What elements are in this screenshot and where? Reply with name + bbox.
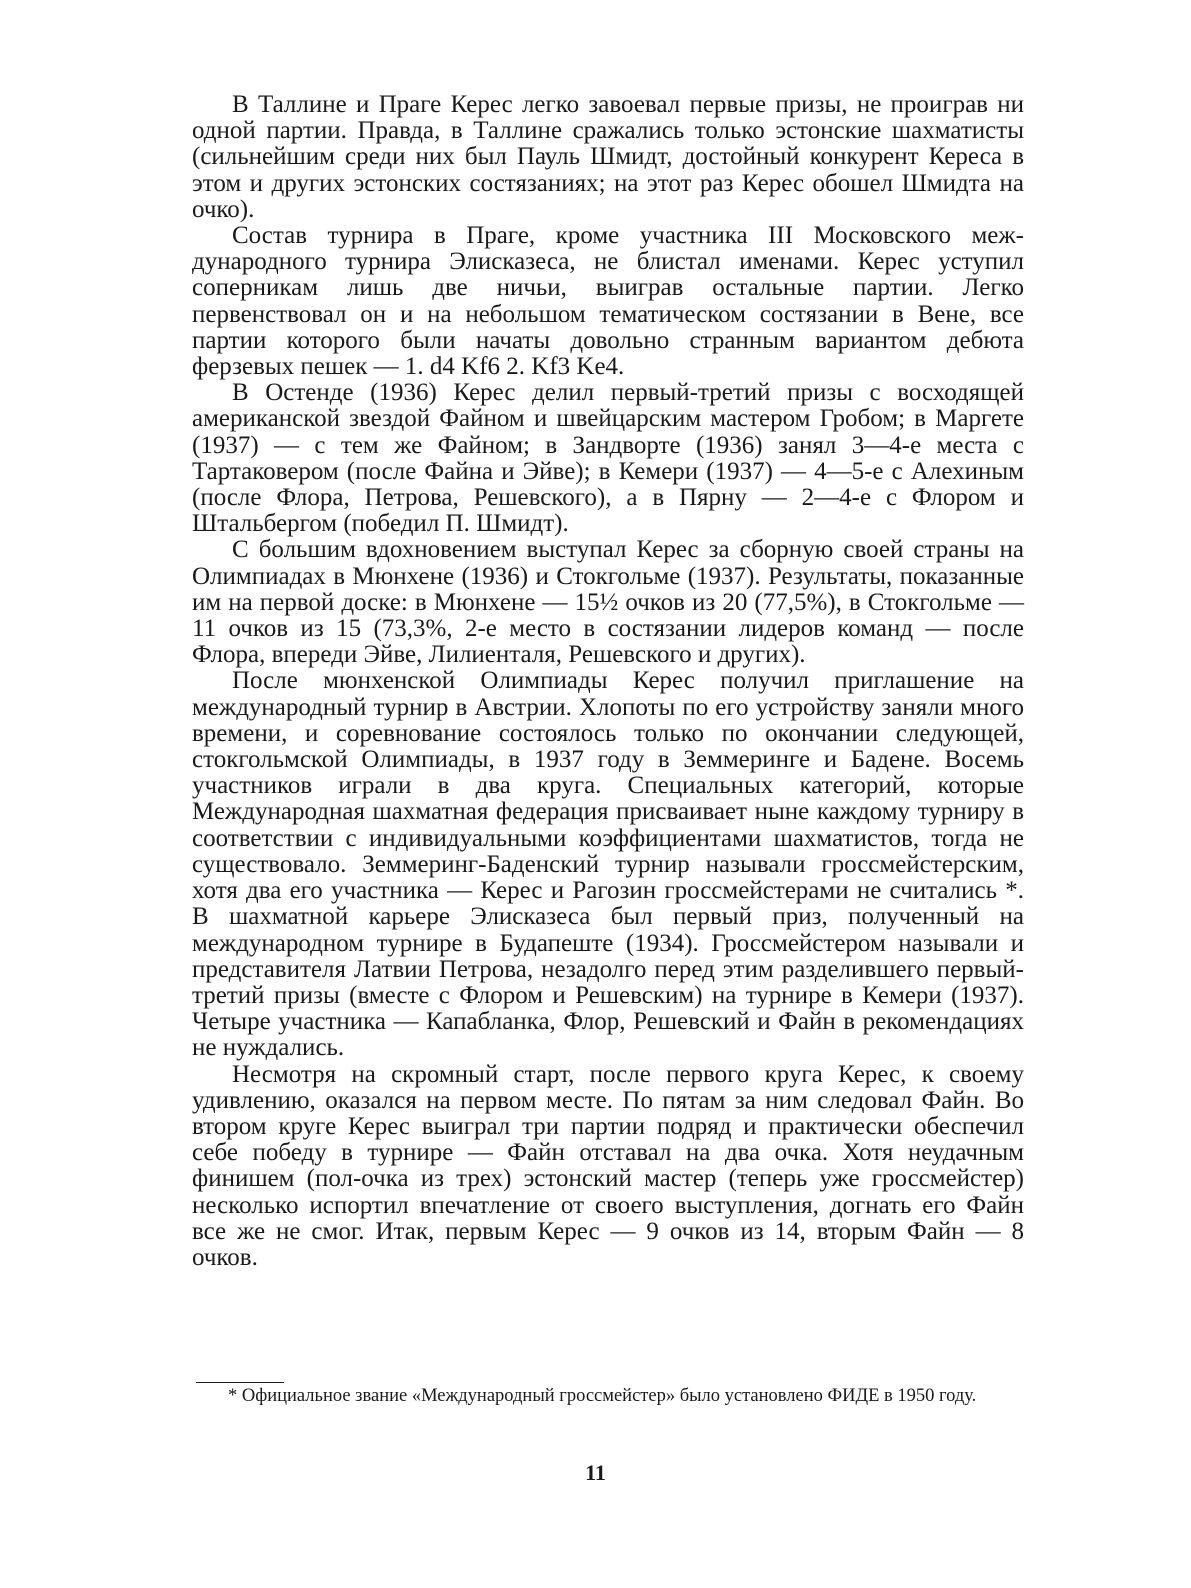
paragraph-5: После мюнхенской Олимпиады Керес получил приглашение на международный турнир в Австрии. Хлопоты по его устройству заняли много времени, и соревнование состоялось только по окончании следующей, стокгольмской Олимпиады, в 1937 году в Земмеринге и Бадене. Восемь участников играли в два круга. Специальных категорий, которые Международная шахматная федерация присваивает ныне каждому турниру в соответствии с индивидуальными коэффициентами шахматистов, тогда не существовало. Земмеринг-Баденский турнир называли гроссмейстерским, хотя два его участника — Керес и Рагозин гроссмейстерами не считались *. В шахматной карьере Элисказеса был первый приз, полученный на международном турнире в Будапеште (1934). Гроссмейстером называли и представителя Латвии Петрова, незадолго перед этим разделившего первый-третий призы (вместе с Флором и Решевским) на турнире в Кемери (1937). Четыре участника — Капабланка, Флор, Решевский и Файн в рекомендациях не нуждались.: [192, 667, 1024, 1062]
footnote-divider: [196, 1382, 284, 1383]
footnote-text: * Официальное звание «Международный гроссмейстер» было установлено ФИДЕ в 1950 году.: [228, 1386, 977, 1406]
paragraph-6: Несмотря на скромный старт, после первого круга Керес, к своему удивлению, оказался на первом месте. По пятам за ним следовал Файн. Во втором круге Керес выиграл три партии подряд и практически обеспечил себе победу в турнире — Файн отставал на два очка. Хотя неудачным финишем (пол-очка из трех) эстонский мастер (теперь уже гроссмейстер) несколько испортил впечатление от своего выступления, догнать его Файн все же не смог. Итак, первым Керес — 9 очков из 14, вторым Файн — 8 очков.: [192, 1060, 1024, 1271]
paragraph-3: В Остенде (1936) Керес делил первый-третий призы с восходящей американской звездой Файном и швейцарским мастером Гробом; в Маргете (1937) — с тем же Файном; в Зандворте (1936) занял 3—4-е места с Тартаковером (после Файна и Эйве); в Кемери (1937) — 4—5-е с Алехиным (после Флора, Петрова, Решевского), а в Пярну — 2—4-е с Флором и Штальбергом (победил П. Шмидт).: [192, 379, 1024, 538]
footnote: [192, 1384, 1024, 1408]
main-text: [192, 92, 1024, 1271]
paragraph-1: В Таллине и Праге Керес легко завоевал первые призы, не проиграв ни одной партии. Правда, в Таллине сражались только эстонские шахматисты (сильнейшим среди них был Пауль Шмидт, достойный конкурент Кереса в этом и других эстонских состязаниях; на этот раз Керес обошел Шмидта на очко).: [192, 91, 1024, 223]
paragraph-4: С большим вдохновением выступал Керес за сборную своей страны на Олимпиадах в Мюнхене (1936) и Стокгольме (1937). Результаты, показанные им на первой доске: в Мюнхене — 15½ очков из 20 (77,5%), в Стокгольме — 11 очков из 15 (73,3%, 2-е место в состязании лидеров команд — после Флора, впереди Эйве, Лилиенталя, Решевского и других).: [192, 536, 1024, 669]
page-number: 11: [585, 1460, 606, 1485]
paragraph-2: Состав турнира в Праге, кроме участника III Московского международного турнира Элисказеса, не блистал именами. Керес уступил соперникам лишь две ничьи, выиграв остальные партии. Легко первенствовал он и на небольшом тематическом состязании в Вене, все партии которого были начаты довольно странным вариантом дебюта ферзевых пешек — 1. d4 Kf6 2. Kf3 Ke4.: [192, 222, 1024, 381]
